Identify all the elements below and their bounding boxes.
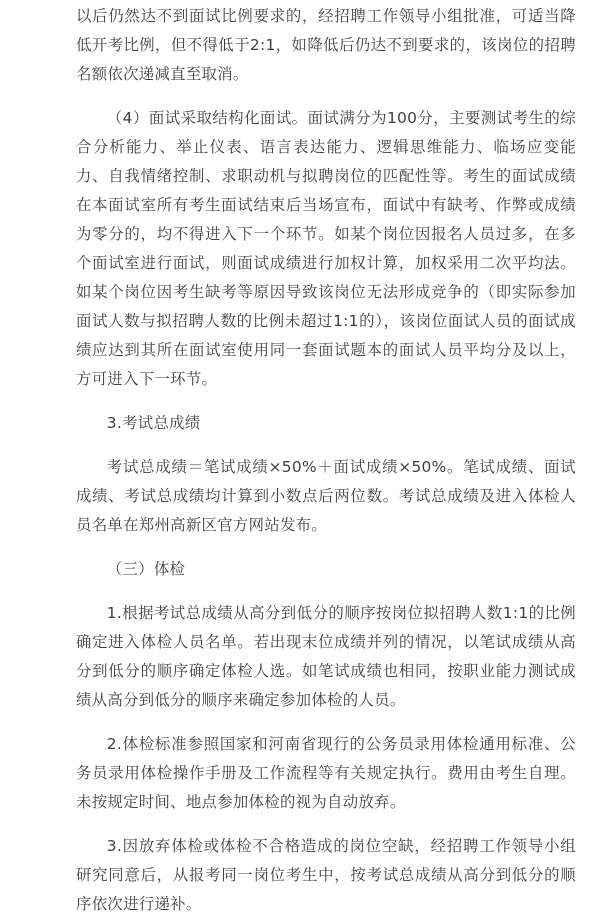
section-heading-total-score: 3.考试总成绩 xyxy=(106,414,201,432)
paragraph-exam-item-1: 1.根据考试总成绩从高分到低分的顺序按岗位拟招聘人数1:1的比例确定进入体检人员名单。若出现末位成绩并列的情况，以笔试成绩从高分到低分的顺序确定体检人选。如笔试成绩也相同，按职业能力测试成绩从高分到低分的顺序来确定参加体检的人员。 xyxy=(76,604,576,709)
paragraph-gap xyxy=(76,438,576,453)
section-heading-physical-exam: （三）体检 xyxy=(106,560,186,578)
paragraph-gap xyxy=(76,715,576,730)
paragraph-total-score: 考试总成绩＝笔试成绩×50%＋面试成绩×50%。笔试成绩、面试成绩、考试总成绩均计算到小数点后两位数。考试总成绩及进入体检人员名单在郑州高新区官方网站发布。 xyxy=(76,458,576,534)
paragraph-interview: （4）面试采取结构化面试。面试满分为100分，主要测试考生的综合分析能力、举止仪表、语言表达能力、逻辑思维能力、临场应变能力、自我情绪控制、求职动机与拟聘岗位的匹配性等。考生的面试成绩在本面试室所有考生面试结束后当场宣布，面试中有缺考、作弊或成绩为零分的，均不得进入下一个环节。如某个岗位因报名人员过多，在多个面试室进行面试，则面试成绩进行加权计算，加权采用二次平均法。如某个岗位因考生缺考等原因导致该岗位无法形成竞争的（即实际参加面试人数与拟招聘人数的比例未超过1:1的），该岗位面试人员的面试成绩应达到其所在面试室使用同一套面试题本的面试人员平均分及以上，方可进入下一环节。 xyxy=(76,109,576,388)
paragraph-gap xyxy=(76,89,576,104)
paragraph-continued: 以后仍然达不到面试比例要求的，经招聘工作领导小组批准，可适当降低开考比例，但不得低于2:1，如降低后仍达不到要求的，该岗位的招聘名额依次递减直至取消。 xyxy=(76,7,576,83)
paragraph-exam-item-3: 3.因放弃体检或体检不合格造成的岗位空缺，经招聘工作领导小组研究同意后，从报考同一岗位考生中，按考试总成绩从高分到低分的顺序依次进行递补。 xyxy=(76,837,576,913)
paragraph-gap xyxy=(76,540,576,555)
paragraph-gap xyxy=(76,394,576,409)
paragraph-gap xyxy=(76,584,576,599)
paragraph-exam-item-2: 2.体检标准参照国家和河南省现行的公务员录用体检通用标准、公务员录用体检操作手册及工作流程等有关规定执行。费用由考生自理。未按规定时间、地点参加体检的视为自动放弃。 xyxy=(76,735,576,811)
paragraph-gap xyxy=(76,817,576,832)
